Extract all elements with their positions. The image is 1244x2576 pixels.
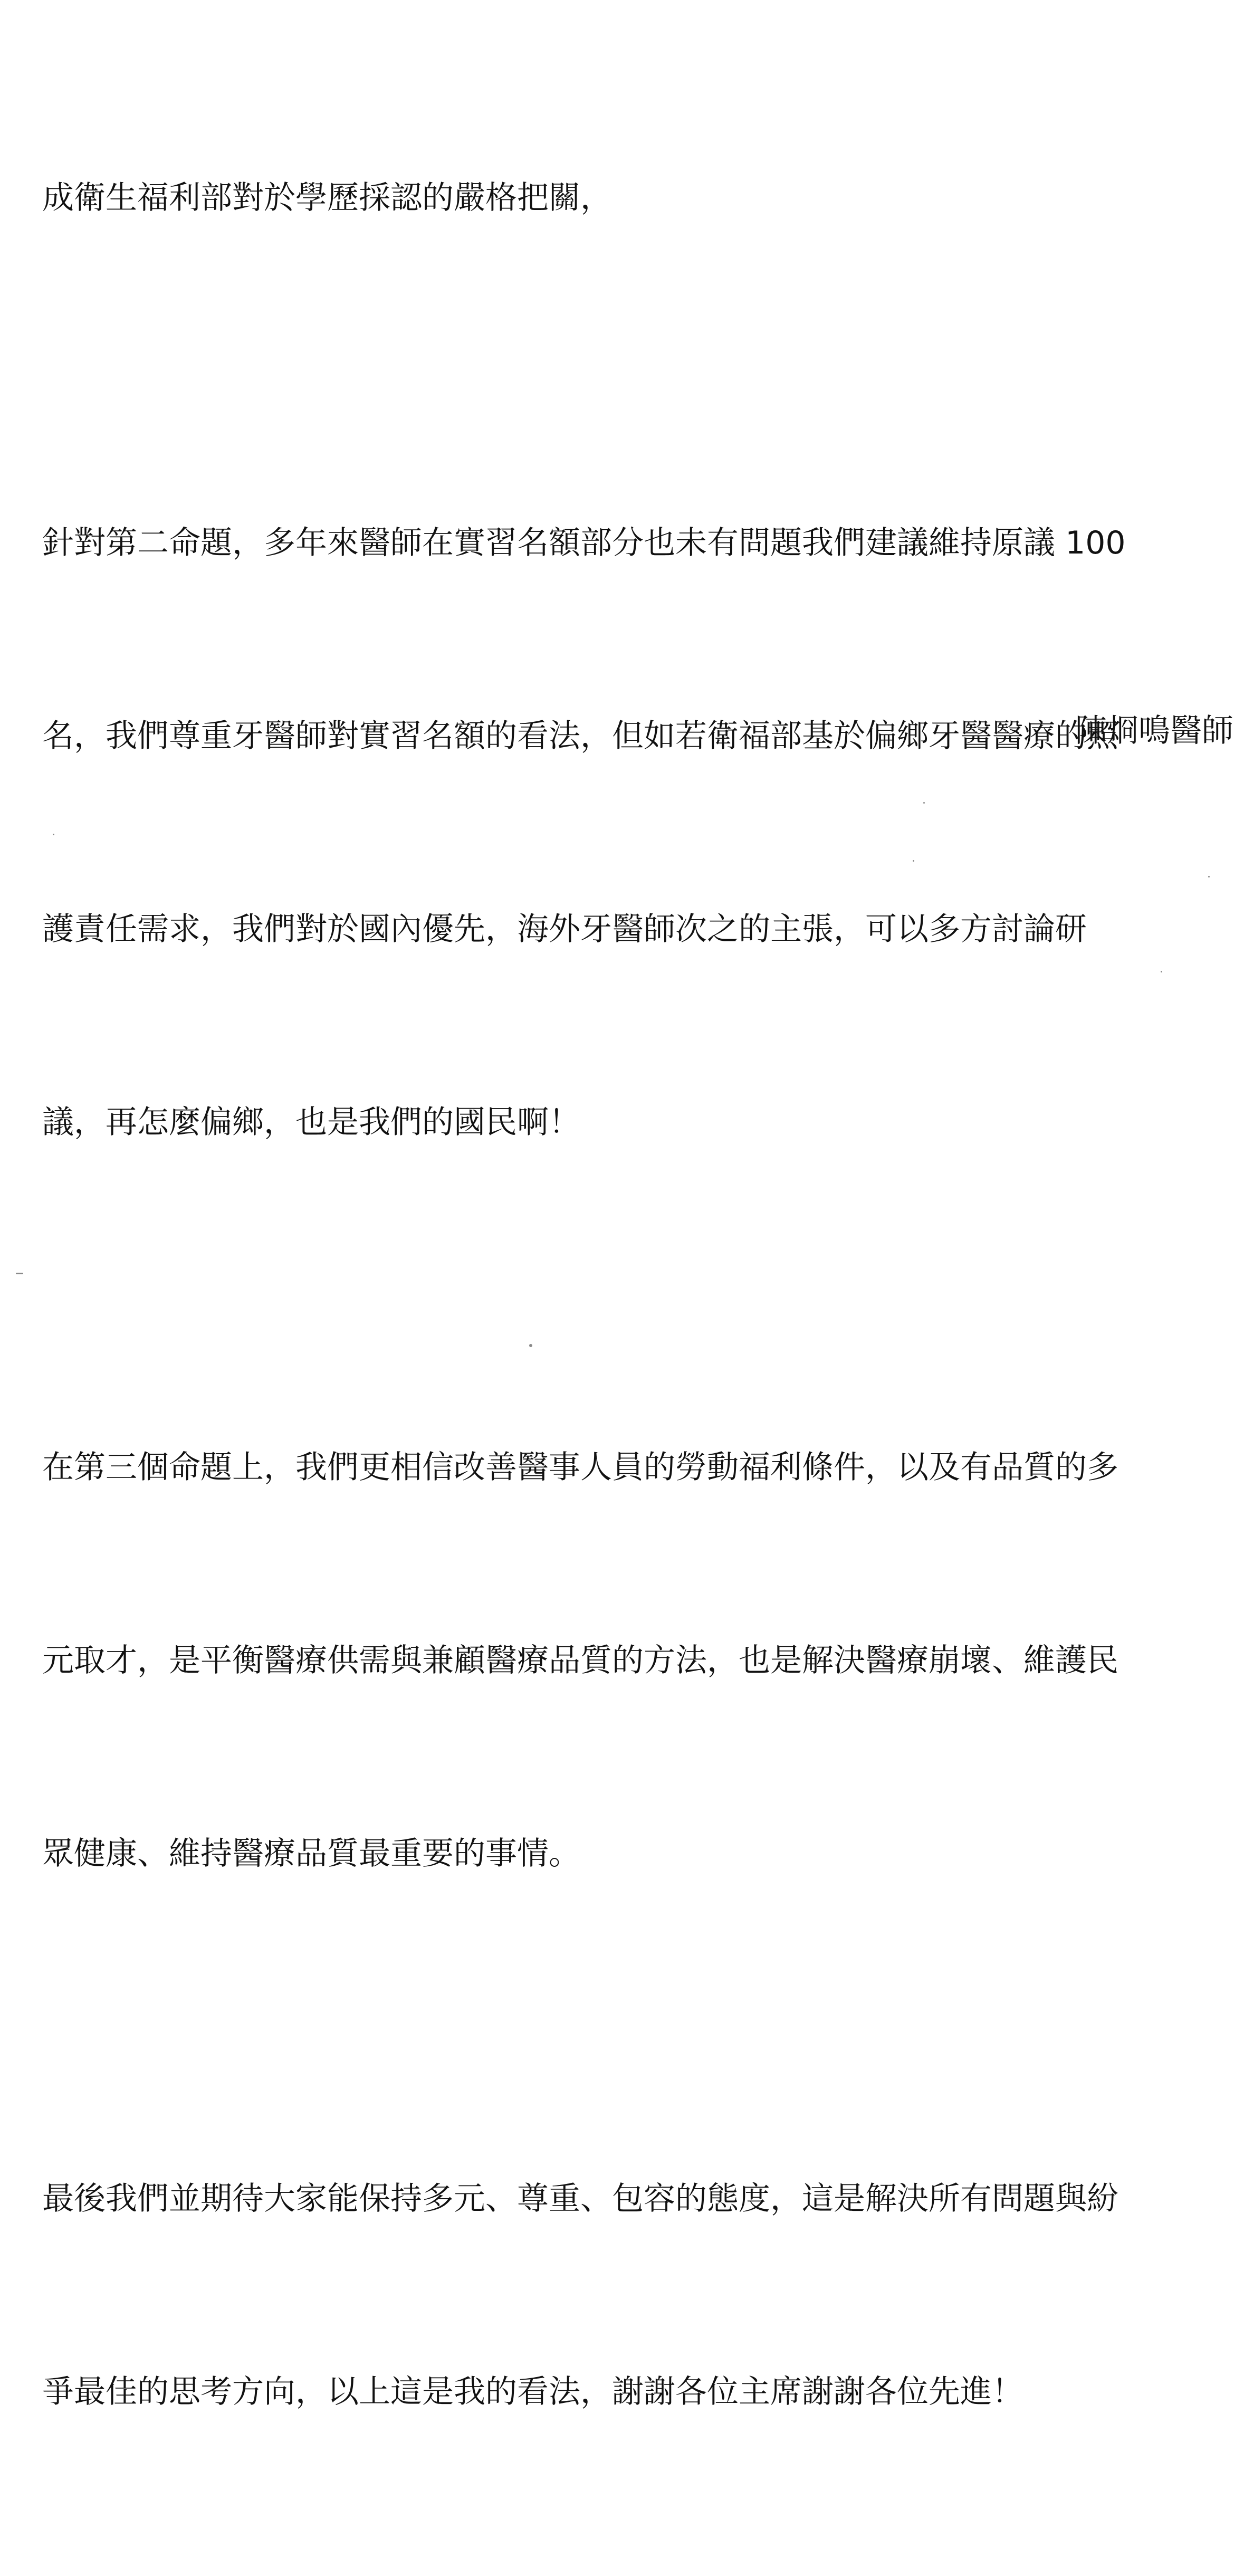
scan-speck [1208, 876, 1210, 877]
text-line: 最後我們並期待大家能保持多元、尊重、包容的態度，這是解決所有問題與紛 [42, 2180, 1118, 2217]
scan-speck [16, 1273, 23, 1274]
text-line: 成衛生福利部對於學歷採認的嚴格把關， [42, 179, 612, 216]
paragraph-4 [42, 2038, 1219, 2553]
text-line: 議，再怎麼偏鄉，也是我們的國民啊！ [42, 1104, 580, 1141]
paragraph-2 [42, 382, 1219, 1283]
text-line: 在第三個命題上，我們更相信改善醫事人員的勞動福利條件，以及有品質的多 [42, 1449, 1118, 1486]
paragraph-1 [42, 37, 1219, 359]
text-line: 爭最佳的思考方向，以上這是我的看法，謝謝各位主席謝謝各位先進！ [42, 2373, 1023, 2410]
signature: 陳烱鳴醫師 [1075, 712, 1233, 749]
text-line: 針對第二命題，多年來醫師在實習名額部分也未有問題我們建議維持原議 100 [42, 524, 1126, 561]
text-line: 護責任需求，我們對於國內優先，海外牙醫師次之的主張，可以多方討論研 [42, 911, 1087, 948]
scan-speck [913, 860, 914, 862]
scan-speck [1161, 971, 1162, 972]
scan-speck [529, 1344, 532, 1347]
scan-speck [53, 834, 54, 835]
text-line: 元取才，是平衡醫療供需與兼顧醫療品質的方法，也是解決醫療崩壞、維護民 [42, 1642, 1118, 1679]
paragraph-3 [42, 1306, 1219, 2015]
scan-speck [923, 802, 925, 804]
text-line: 名，我們尊重牙醫師對實習名額的看法，但如若衛福部基於偏鄉牙醫醫療的照 [42, 718, 1118, 755]
text-line: 眾健康、維持醫療品質最重要的事情。 [42, 1835, 580, 1872]
document-body [42, 37, 1219, 2576]
